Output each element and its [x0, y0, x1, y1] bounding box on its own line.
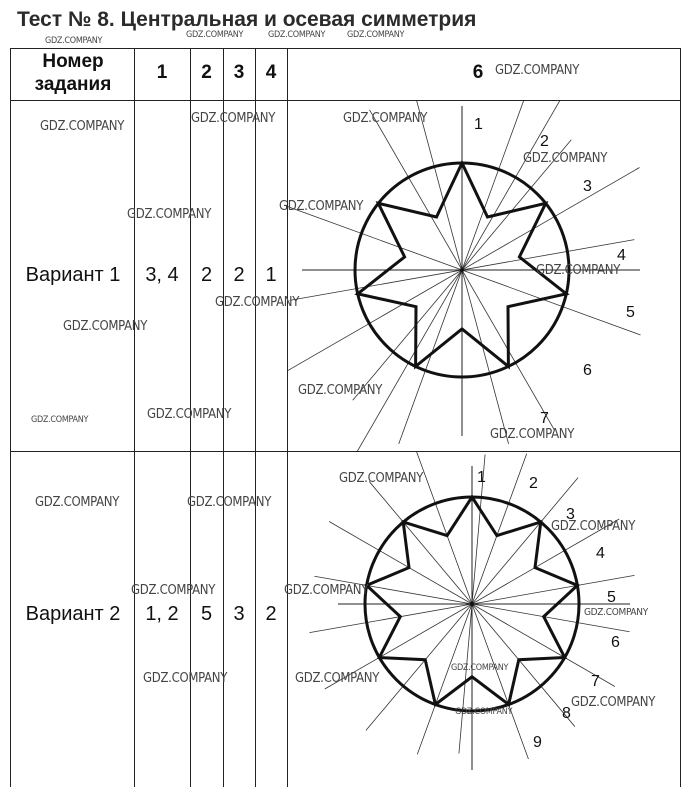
watermark: GDZ.COMPANY	[347, 30, 405, 40]
watermark: GDZ.COMPANY	[63, 319, 148, 334]
header-line-2: задания	[34, 74, 112, 95]
answer-cell: 2	[265, 603, 277, 625]
watermark: GDZ.COMPANY	[523, 151, 608, 166]
watermark: GDZ.COMPANY	[35, 495, 120, 510]
axis-number-label: 5	[607, 589, 616, 606]
symmetry-star-diagram-2	[288, 452, 680, 787]
axis-number-label: 6	[583, 362, 592, 379]
axis-number-label: 2	[529, 475, 538, 492]
answer-cell: 2	[233, 264, 245, 286]
axis-number-label: 7	[540, 410, 549, 427]
watermark: GDZ.COMPANY	[186, 30, 244, 40]
watermark: GDZ.COMPANY	[495, 63, 580, 78]
watermark: GDZ.COMPANY	[455, 707, 513, 717]
axis-number-label: 1	[477, 469, 486, 486]
answer-cell: 1	[265, 264, 277, 286]
table-col-divider	[255, 48, 256, 787]
answer-cell: 3	[233, 603, 245, 625]
watermark: GDZ.COMPANY	[298, 383, 383, 398]
center-point	[470, 602, 474, 606]
header-col-3: 3	[233, 62, 245, 83]
header-col-2: 2	[201, 62, 212, 83]
watermark: GDZ.COMPANY	[339, 471, 424, 486]
header-col-1: 1	[156, 62, 168, 83]
watermark: GDZ.COMPANY	[147, 407, 232, 422]
watermark: GDZ.COMPANY	[490, 427, 575, 442]
axis-number-label: 9	[533, 734, 542, 751]
axis-number-label: 6	[611, 634, 620, 651]
watermark: GDZ.COMPANY	[131, 583, 216, 598]
axis-number-label: 5	[626, 304, 635, 321]
watermark: GDZ.COMPANY	[584, 607, 648, 618]
watermark: GDZ.COMPANY	[268, 30, 326, 40]
watermark: GDZ.COMPANY	[31, 415, 89, 425]
header-col-6: 6	[472, 62, 484, 83]
table-col-divider	[134, 48, 135, 787]
watermark: GDZ.COMPANY	[571, 695, 656, 710]
table-border-left	[10, 48, 11, 787]
watermark: GDZ.COMPANY	[40, 119, 125, 134]
header-col-4: 4	[265, 62, 277, 83]
answer-cell: 1, 2	[145, 603, 179, 625]
watermark: GDZ.COMPANY	[284, 583, 369, 598]
row-label-variant-1: Вариант 1	[25, 264, 121, 286]
row-label-variant-2: Вариант 2	[25, 603, 121, 625]
answer-cell: 5	[200, 603, 213, 625]
axis-number-label: 4	[596, 545, 605, 562]
watermark: GDZ.COMPANY	[551, 519, 636, 534]
watermark: GDZ.COMPANY	[191, 111, 276, 126]
header-line-1: Номер	[42, 51, 104, 72]
axis-number-label: 1	[474, 116, 483, 133]
table-border-top	[10, 48, 681, 49]
watermark: GDZ.COMPANY	[187, 495, 272, 510]
answer-cell: 2	[200, 264, 213, 286]
watermark: GDZ.COMPANY	[343, 111, 428, 126]
watermark: GDZ.COMPANY	[451, 663, 509, 673]
axis-number-label: 8	[562, 705, 571, 722]
page-title: Тест № 8. Центральная и осевая симметрия	[17, 8, 477, 31]
watermark: GDZ.COMPANY	[45, 36, 103, 46]
watermark: GDZ.COMPANY	[143, 671, 228, 686]
table-border-right	[680, 48, 681, 787]
answer-cell: 3, 4	[145, 264, 179, 286]
axis-number-label: 2	[540, 133, 549, 150]
header-task-number	[12, 50, 134, 96]
symmetry-star-diagram-1	[288, 101, 680, 451]
watermark: GDZ.COMPANY	[295, 671, 380, 686]
axis-number-label: 7	[591, 673, 600, 690]
axis-number-label: 3	[583, 178, 592, 195]
watermark: GDZ.COMPANY	[536, 263, 621, 278]
watermark: GDZ.COMPANY	[215, 295, 300, 310]
axis-number-label: 3	[566, 506, 575, 523]
axis-number-label: 4	[617, 247, 626, 264]
watermark: GDZ.COMPANY	[127, 207, 212, 222]
watermark: GDZ.COMPANY	[279, 199, 364, 214]
center-point	[460, 268, 464, 272]
